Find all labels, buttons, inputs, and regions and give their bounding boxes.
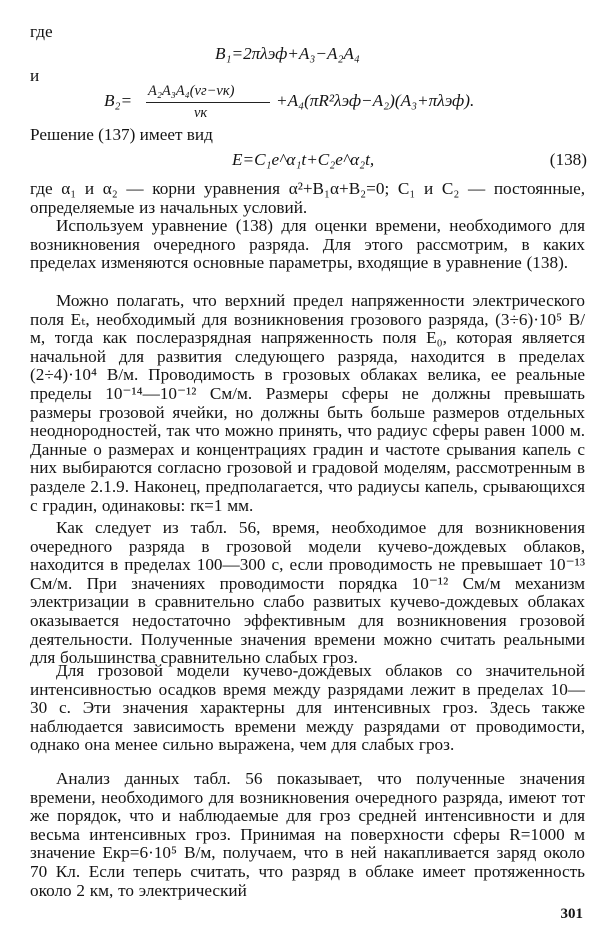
paragraph-assume: Можно полагать, что верхний предел напряженности электрического поля Eₜ, необходимый для возникновения грозового разряда, (3÷6)·10⁵ В/м, тогда как послеразрядная напряженность поля E₀, которая является начальной для развития следующего разряда, находится в пределах (2÷4)·10⁴ В/м. Проводимость в грозовых облаках велика, ее реальные пределы 10⁻¹⁴—10⁻¹² См/м. Размеры сферы не должны превышать размеры грозовой ячейки, но должны быть больше размеров отдельных неоднородностей, так что можно принять, что радиус сферы равен 1000 м. Данные о размерах и концентрациях градин и частоте срывания капель с них выбираются согласно грозовой и градовой моделям, рассмотренным в разделе 2.1.9. Наконец, предполагается, что радиусы капель, срывающихся с градин, одинаковы: rк=1 мм. <box>30 291 585 515</box>
paragraph-where: где α₁ и α₂ — корни уравнения α²+B₁α+B₂=0; C₁ и C₂ — постоянные, определяемые из начальных условий. <box>30 179 585 217</box>
paragraph-table: Как следует из табл. 56, время, необходимое для возникновения очередного разряда в грозовой модели кучево-дождевых облаков, находится в пределах 100—300 с, если проводимость не превышает 10⁻¹³ См/м. При значениях проводимости порядка 10⁻¹² См/м механизм электризации в сравнительно слабо развитых кучево-дождевых облаках оказывается недостаточно эффективным для возникновения грозовой деятельности. Полученные значения времени можно считать реальными для большинства сравнительно слабых гроз. <box>30 518 585 668</box>
page-number: 301 <box>560 906 583 922</box>
formula-138: E=C₁e^α₁t+C₂e^α₂t, <box>232 150 375 169</box>
paragraph-use: Используем уравнение (138) для оценки времени, необходимого для возникновения очередного разряда. Для этого рассмотрим, в каких пределах изменяются основные параметры, входящие в уравнение (138). <box>30 216 585 273</box>
paragraph-model: Для грозовой модели кучево-дождевых облаков со значительной интенсивностью осадков время между разрядами лежит в пределах 10—30 с. Эти значения характерны для интенсивных гроз. Здесь также наблюдается зависимость времени между разрядами от проводимости, однако она менее сильно выражена, чем для слабых гроз. <box>30 661 585 755</box>
word-i: и <box>30 66 40 85</box>
formula-b2-numerator: A₂A₃A₄(vг−vк) <box>148 83 235 99</box>
word-gde: где <box>30 22 53 41</box>
formula-b1: B₁=2πλэф+A₃−A₂A₄ <box>215 44 360 63</box>
fraction-bar <box>146 102 270 103</box>
paragraph-solution: Решение (137) имеет вид <box>30 125 213 144</box>
formula-b2-lhs: B₂= <box>104 91 133 110</box>
formula-b2-denominator: vк <box>194 105 208 121</box>
equation-number: (138) <box>549 150 587 169</box>
paragraph-analysis: Анализ данных табл. 56 показывает, что полученные значения времени, необходимого для возникновения очередного разряда, имеют тот же порядок, что и наблюдаемые для гроз средней интенсивности и для весьма интенсивных гроз. Принимая на поверхности сферы R=1000 м значение Eкр=6·10⁵ В/м, получаем, что в ней накапливается заряд около 70 Кл. Если теперь считать, что разряд в облаке имеет протяженность около 2 км, то электрический <box>30 769 585 900</box>
formula-b2-rest: +A₄(πR²λэф−A₂)(A₃+πλэф). <box>276 91 475 110</box>
